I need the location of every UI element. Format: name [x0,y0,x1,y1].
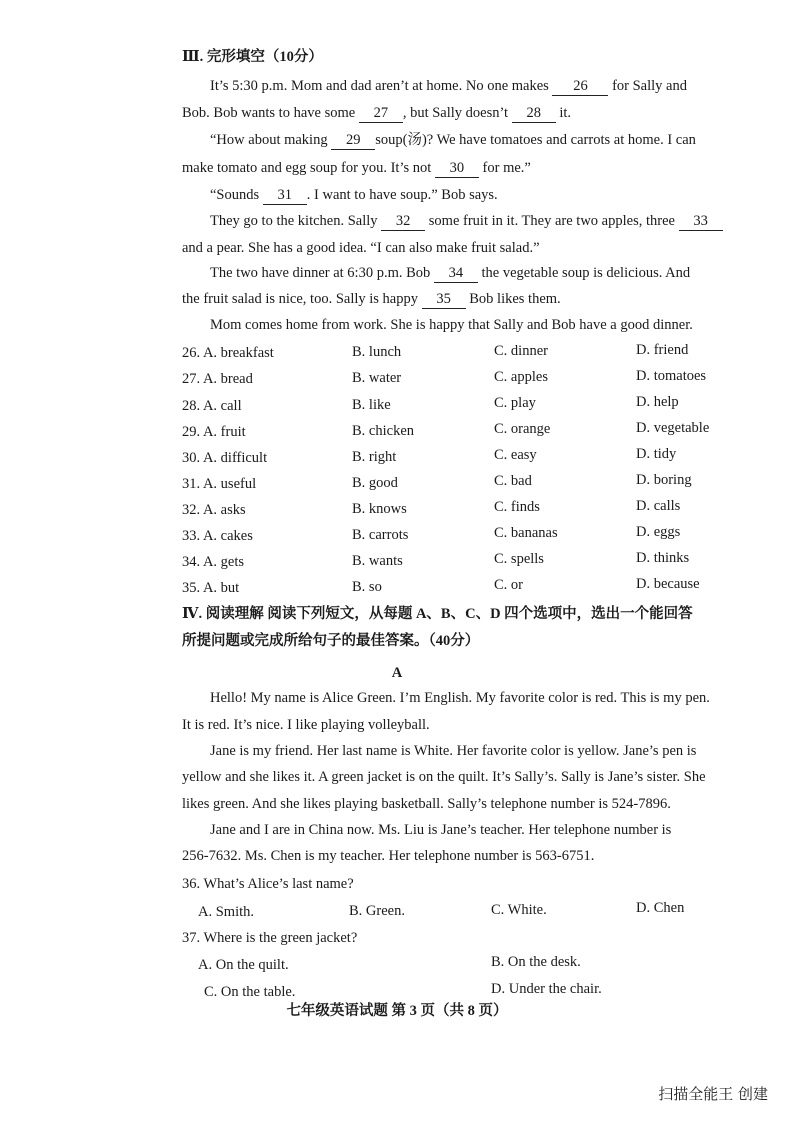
option-d: D. Under the chair. [491,981,602,997]
blank-34: 34 [434,264,478,283]
passage-line: They go to the kitchen. Sally 32 some fruit in it. They are two apples, three 33 [210,212,723,231]
option-a: 29. A. fruit [182,424,246,440]
option-d: D. tidy [636,446,677,462]
option-c: C. or [494,577,523,593]
option-a: 35. A. but [182,580,240,596]
blank-26: 26 [552,77,608,96]
option-d: D. thinks [636,550,690,566]
option-a: 32. A. asks [182,502,246,518]
passage-line: Bob. Bob wants to have some 27 , but Sally doesn’t 28 it. [182,105,572,121]
option-d: D. eggs [636,524,681,540]
passage-line: Mom comes home from work. She is happy that Sally and Bob have a good dinner. [210,317,693,333]
option-a: 34. A. gets [182,554,245,570]
passage-line: 256-7632. Ms. Chen is my teacher. Her telephone number is 563-6751. [182,848,595,864]
blank-33: 33 [679,212,723,231]
option-d: D. because [636,576,700,592]
option-b: B. water [352,370,402,386]
page-footer: 七年级英语试题 第 3 页（共 8 页） [286,1003,508,1019]
option-b: B. lunch [352,344,402,360]
option-b: B. knows [352,501,407,517]
option-b: B. like [352,397,391,413]
option-a: 28. A. call [182,398,242,414]
question-36-stem: 36. What’s Alice’s last name? [182,876,354,892]
passage-line: yellow and she likes it. A green jacket is on the quilt. It’s Sally’s. Sally is Jane’s sister. She [182,769,706,785]
blank-29: 29 [331,131,375,150]
option-c: C. On the table. [204,984,296,1000]
option-b: B. carrots [352,527,409,543]
option-c: C. bad [494,473,532,489]
passage-line: Jane and I are in China now. Ms. Liu is Jane’s teacher. Her telephone number is [210,822,672,838]
option-a: A. On the quilt. [198,957,289,973]
option-d: D. vegetable [636,420,710,436]
option-b: B. wants [352,553,403,569]
option-a: 31. A. useful [182,476,257,492]
option-b: B. On the desk. [491,954,581,970]
blank-28: 28 [512,104,556,123]
passage-line: Hello! My name is Alice Green. I’m English. My favorite color is red. This is my pen. [210,690,710,706]
option-d: D. calls [636,498,681,514]
option-d: D. Chen [636,900,685,916]
option-a: A. Smith. [198,904,254,920]
option-b: B. so [352,579,382,595]
blank-30: 30 [435,159,479,178]
passage-line: The two have dinner at 6:30 p.m. Bob 34 the vegetable soup is delicious. And [210,265,691,281]
option-b: B. good [352,475,398,491]
option-d: D. friend [636,342,689,358]
option-d: D. boring [636,472,692,488]
option-b: B. right [352,449,397,465]
blank-35: 35 [422,290,466,309]
passage-line: the fruit salad is nice, too. Sally is happy 35 Bob likes them. [182,291,561,307]
option-c: C. spells [494,551,544,567]
passage-line: likes green. And she likes playing basketball. Sally’s telephone number is 524-7896. [182,796,671,812]
blank-27: 27 [359,104,403,123]
option-c: C. bananas [494,525,558,541]
question-37-stem: 37. Where is the green jacket? [182,930,358,946]
option-d: D. help [636,394,679,410]
option-c: C. play [494,395,536,411]
option-d: D. tomatoes [636,368,707,384]
option-c: C. orange [494,421,551,437]
option-b: B. Green. [349,903,405,919]
passage-line: Jane is my friend. Her last name is White. Her favorite color is yellow. Jane’s pen is [210,743,697,759]
section-3-heading: Ⅲ. 完形填空（10分） [182,49,323,65]
section-4-heading: Ⅳ. 阅读理解 阅读下列短文，从每题 A、B、C、D 四个选项中，选出一个能回答 [182,606,693,622]
option-c: C. finds [494,499,540,515]
section-4-heading-cont: 所提问题或完成所给句子的最佳答案。（40分） [182,633,480,649]
passage-line: and a pear. She has a good idea. “I can also make fruit salad.” [182,240,540,256]
option-a: 30. A. difficult [182,450,268,466]
passage-line: make tomato and egg soup for you. It’s not 30 for me.” [182,160,531,176]
scanner-watermark: 扫描全能王 创建 [658,1085,768,1103]
option-c: C. dinner [494,343,548,359]
option-c: C. White. [491,902,547,918]
option-a: 26. A. breakfast [182,345,274,361]
blank-31: 31 [263,186,307,205]
option-a: 27. A. bread [182,371,253,387]
option-c: C. apples [494,369,548,385]
option-a: 33. A. cakes [182,528,253,544]
passage-line: It is red. It’s nice. I like playing volleyball. [182,717,430,733]
option-b: B. chicken [352,423,415,439]
passage-line: “How about making 29 soup(汤)? We have tomatoes and carrots at home. I can [210,132,696,148]
passage-label: A [391,665,403,681]
blank-32: 32 [381,212,425,231]
passage-line: It’s 5:30 p.m. Mom and dad aren’t at home. No one makes 26 for Sally and [210,78,687,94]
passage-line: “Sounds 31 . I want to have soup.” Bob says. [210,187,498,203]
option-c: C. easy [494,447,537,463]
